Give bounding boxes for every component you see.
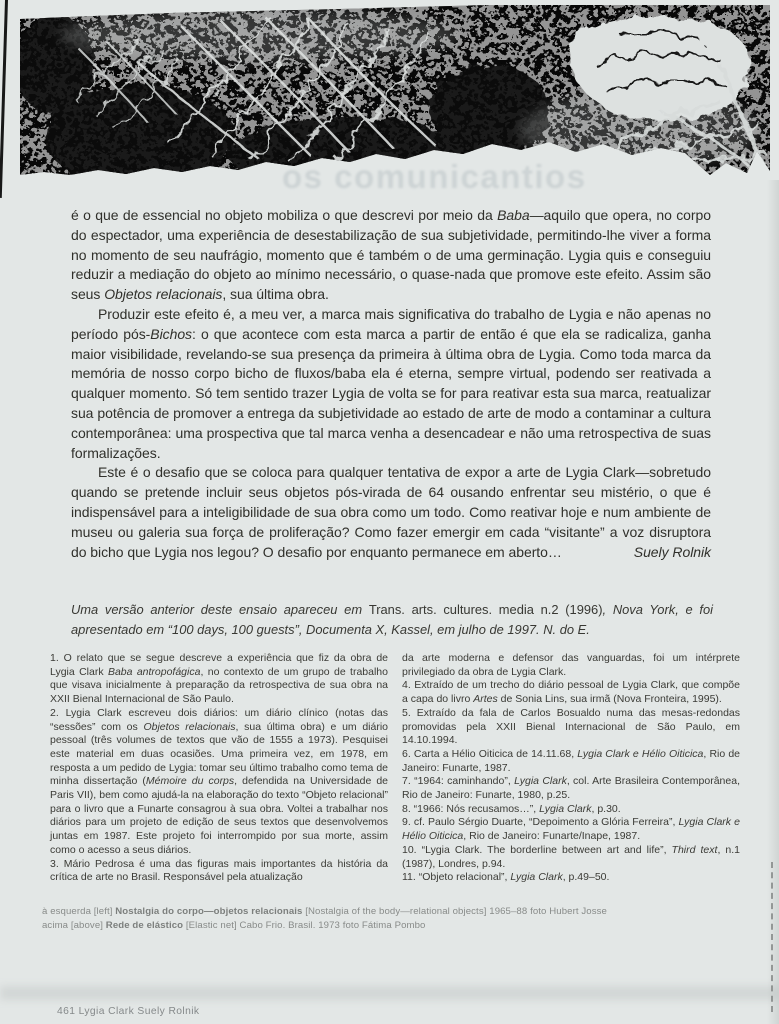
essay-body: [71, 206, 711, 562]
footnotes-left-column: [50, 652, 388, 885]
footnote: 1. O relato que se segue descreve a experiência que fiz da obra de Lygia Clark Baba antropofágica, no contexto de um grupo de trabalho que visava inicialmente à preparação da retrospectiva de sua obra na XXII Bienal Internacional de São Paulo.: [50, 652, 388, 706]
footnote: 10. “Lygia Clark. The borderline between art and life”, Third text, n.1 (1987), Londres, p.94.: [402, 843, 741, 870]
scanner-shadow-band: [0, 986, 779, 1000]
caption-line-left-work: à esquerda [left] Nostalgia do corpo—objetos relacionais [Nostalgia of the body—relational objects] 1965–88 foto Hubert Josse: [42, 906, 607, 917]
paragraph-3: Este é o desafio que se coloca para qualquer tentativa de expor a arte de Lygia Clark—sobretudo quando se pretende incluir seus objetos pós-virada de 64 ousando enfrentar seu mistério, o que é indispensável para a inteligibilidade de sua obra como um todo. Como reativar hoje e num ambiente de museu ou galeria sua força de proliferação? Como fazer emergir em cada “visitante” a voz disruptora do bicho que Lygia nos legou? O desafio por enquanto permanece em aberto…: [71, 464, 711, 560]
photocopy-texture: [20, 5, 770, 175]
footnote: da arte moderna e defensor das vanguardas, foi um intérprete privilegiado da obra de Lygia Clark.: [402, 652, 740, 678]
footnote: 5. Extraído da fala de Carlos Bosualdo numa das mesas-redondas promovidas pela XXII Bienal Internacional de São Paulo, em 14.10.1994.: [402, 706, 740, 747]
elastic-net-photo: [20, 5, 770, 175]
footnote: 11. “Objeto relacional”, Lygia Clark, p.49–50.: [402, 871, 610, 884]
ghost-bleed-text: os comunicantios: [282, 158, 587, 195]
photo-captions: [42, 905, 732, 932]
page-footer: 461 Lygia Clark Suely Rolnik: [57, 1006, 200, 1017]
footnote: 9. cf. Paulo Sérgio Duarte, “Depoimento a Glória Ferreira”, Lygia Clark e Hélio Oiticica, Rio de Janeiro: Funarte/Inape, 1987.: [402, 816, 740, 843]
paragraph-1: é o que de essencial no objeto mobiliza o que descrevi por meio da Baba—aquilo que opera, no corpo do espectador, uma experiência de desestabilização de sua subjetividade, permitindo-lhe viver a forma no momento de seu naufrágio, momento que é também o de uma germinação. Lygia quis e conseguiu reduzir a mediação do objeto ao mínimo necessário, o quase-nada que promove este efeito. Assim são seus Objetos relacionais, sua última obra.: [71, 207, 711, 303]
editors-note: Uma versão anterior deste ensaio apareceu em Trans. arts. cultures. media n.2 (1996), Nova York, e foi apresentado em “100 days, 100 guests”, Documenta X, Kassel, em julho de 1997. N. do E.: [71, 602, 713, 637]
footnotes-right-column: [402, 652, 740, 885]
author-signature: Suely Rolnik: [633, 543, 711, 560]
footnote: 4. Extraído de um trecho do diário pessoal de Lygia Clark, que compõe a capa do livro Artes de Sonia Lins, sua irmã (Nova Fronteira, 1995).: [402, 679, 740, 706]
scan-edge-artifact: [0, 0, 8, 198]
paragraph-2: Produzir este efeito é, a meu ver, a marca mais significativa do trabalho de Lygia e não apenas no período pós-Bichos: o que acontece com esta marca a partir de então é que ela se radicaliza, ganha maior visibilidade, revelando-se sua presença da primeira à última obra de Lygia. Como toda marca da memória de nosso corpo bicho de fluxos/baba ela é eterna, sempre virtual, podendo ser reativada a qualquer momento. Só tem sentido trazer Lygia de volta se for para reativar esta sua marca, reatualizar sua potência de promover a entrega da subjetividade ao estado de arte de modo a contaminar a cultura contemporânea: uma prospectiva que tal marca venha a desencadear e não uma retrospectiva de suas formalizações.: [71, 305, 711, 461]
footnotes: [50, 652, 740, 885]
footnote: 3. Mário Pedrosa é uma das figuras mais importantes da história da crítica de arte no Brasil. Responsável pela atualização: [50, 857, 388, 884]
footnote: 6. Carta a Hélio Oiticica de 14.11.68, Lygia Clark e Hélio Oiticica, Rio de Janeiro: Funarte, 1987.: [402, 747, 741, 774]
page-edge-shading: [767, 180, 779, 1024]
footnote: 8. “1966: Nós recusamos…”, Lygia Clark, p.30.: [402, 802, 621, 815]
footnote: 7. “1964: caminhando”, Lygia Clark, col. Arte Brasileira Contemporânea, Rio de Janeiro: Funarte, 1980, p.25.: [402, 775, 740, 802]
footnote: 2. Lygia Clark escreveu dois diários: um diário clínico (notas das “sessões” com os Objetos relacionais, sua última obra) e um diário pessoal (três volumes de textos que vão de 1555 a 1973). Pesquisei este material em duas ocasiões. Uma primeira vez, em 1978, em resposta a um pedido de Lygia: tomar seu último trabalho como tema de minha dissertação (Mémoire du corps, defendida na Universidade de Paris VII), bem como ajudá-la na elaboração do texto “Objeto relacional” para o livro que a Funarte consagrou à sua obra. Voltei a trabalhar nos diários para um projeto de edição de seus textos que desenvolvemos juntas em 1987. Este projeto foi interrompido por sua morte, assim como o acesso a seus diários.: [50, 706, 389, 856]
caption-line-above-work: acima [above] Rede de elástico [Elastic net] Cabo Frio. Brasil. 1973 foto Fátima Pombo: [42, 919, 426, 931]
